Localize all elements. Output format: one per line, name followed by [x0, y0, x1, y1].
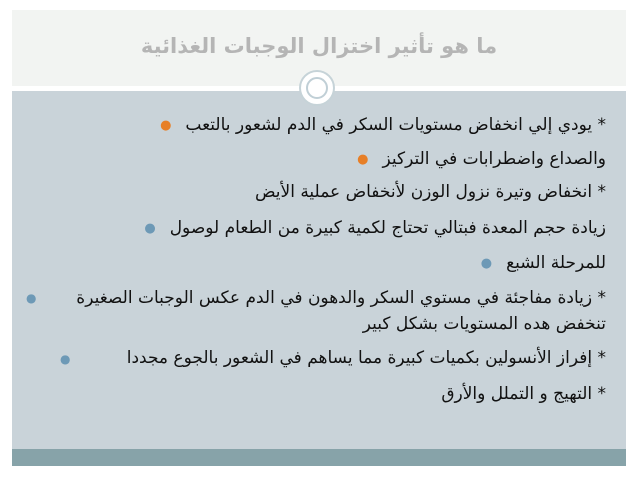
footer-bar — [12, 449, 626, 466]
decorative-circle-icon — [299, 70, 335, 106]
bullet-line-5 — [481, 252, 606, 275]
bullet-line-2 — [357, 148, 606, 171]
bullet-line-1 — [160, 114, 606, 137]
bullet-line-3 — [255, 181, 606, 203]
bullet-icon: ● — [160, 118, 172, 133]
bullet-icon: ● — [480, 256, 493, 271]
bullet-line-7 — [363, 313, 606, 335]
bullet-icon: ● — [60, 352, 71, 366]
bullet-line-6 — [76, 287, 606, 309]
decorative-inner-circle-icon — [306, 77, 328, 99]
bullet-icon: ● — [26, 291, 37, 305]
bullet-line-9 — [441, 383, 606, 405]
line-text: * إفراز الأنسولين بكميات كبيرة مما يساهم في الشعور بالجوع مجددا — [126, 348, 606, 368]
bullet-line-4 — [144, 217, 606, 240]
slide-title: ما هو تأثير اختزال الوجبات الغذائية — [140, 34, 498, 58]
line-text: * زيادة مفاجئة في مستوي السكر والدهون في الدم عكس الوجبات الصغيرة — [76, 288, 606, 308]
line-text: * يودي إلي انخفاض مستويات السكر في الدم لشعور بالتعب — [185, 115, 606, 135]
bullet-icon: ● — [357, 152, 369, 167]
line-text: * انخفاض وتيرة نزول الوزن لأنخفاض عملية الأيض — [254, 182, 606, 202]
line-text: والصداع واضطرابات في التركيز — [382, 149, 606, 169]
line-text: زيادة حجم المعدة فبتالي تحتاج لكمية كبيرة من الطعام لوصول — [169, 218, 606, 238]
bullet-icon: ● — [144, 221, 156, 236]
bullet-line-8 — [127, 347, 606, 369]
line-text: للمرحلة الشبع — [506, 253, 606, 273]
line-text: * التهيج و التملل والأرق — [441, 384, 606, 404]
line-text: تنخفض هده المستويات بشكل كبير — [362, 314, 606, 334]
